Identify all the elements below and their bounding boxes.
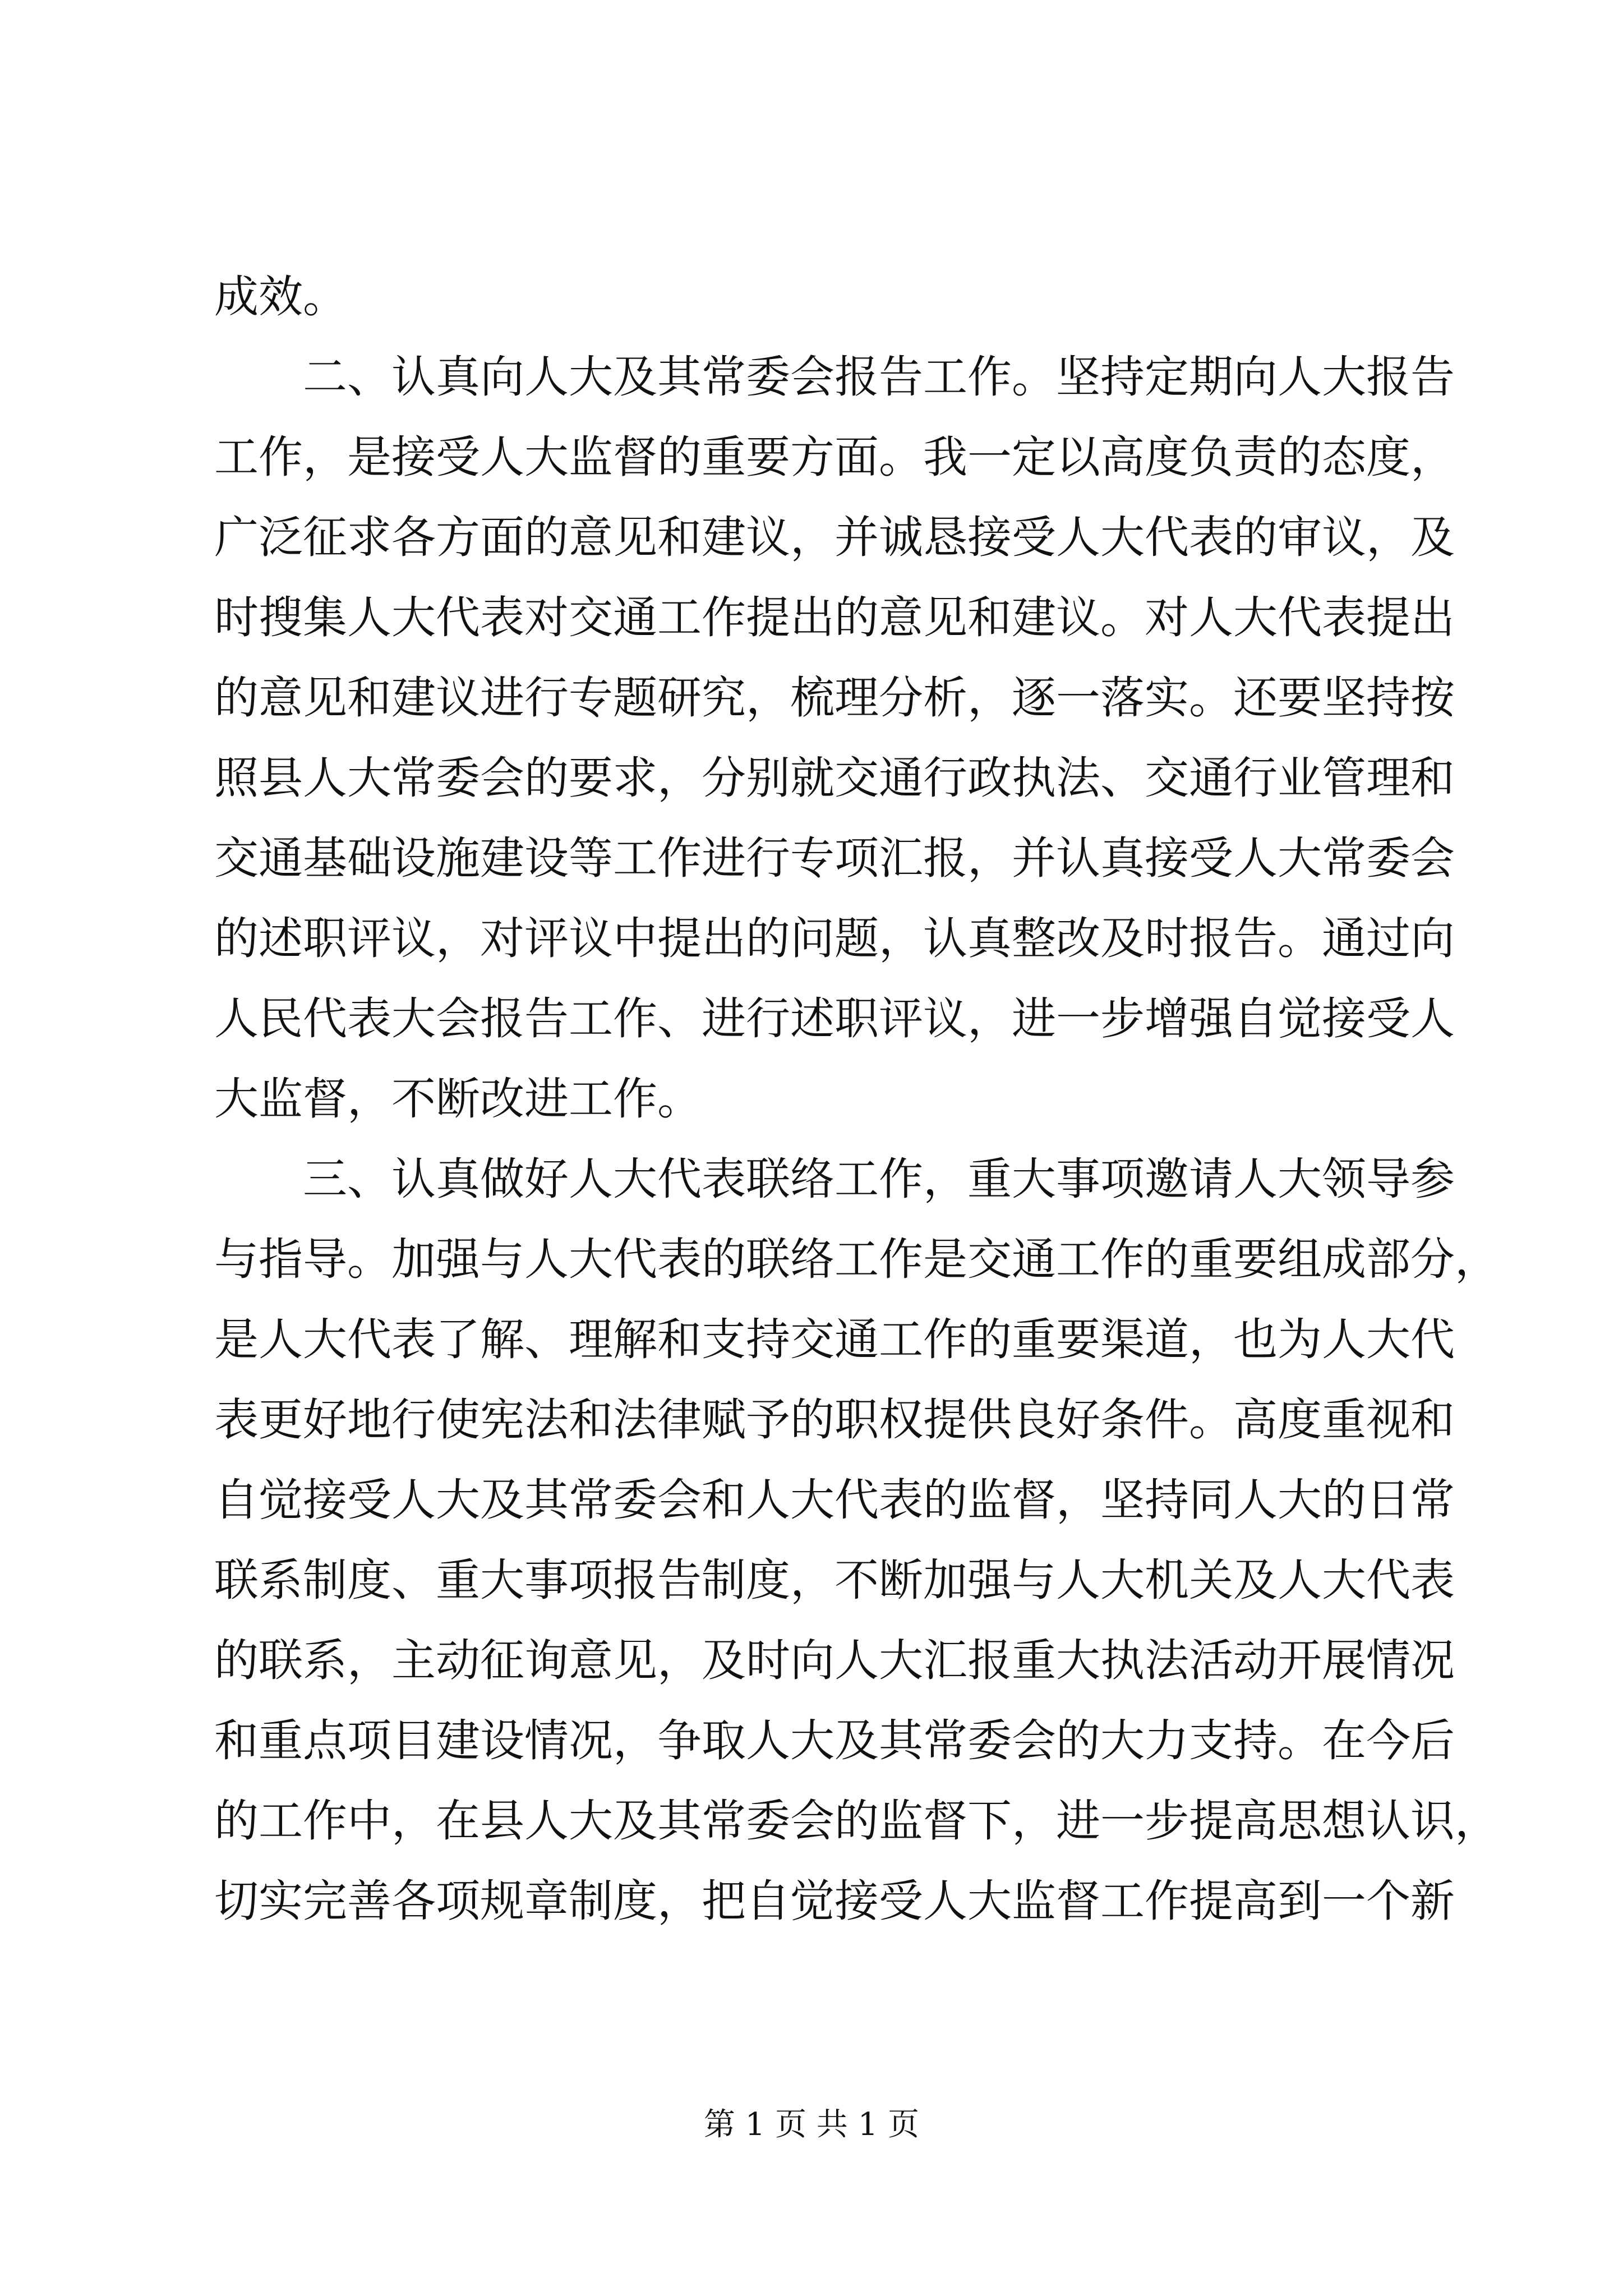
text-line: 的述职评议，对评议中提出的问题，认真整改及时报告。通过向 — [214, 913, 1455, 964]
text-line: 切实完善各项规章制度，把自觉接受人大监督工作提高到一个新 — [214, 1875, 1455, 1927]
page-number-label: 第 1 页 共 1 页 — [703, 2106, 920, 2143]
text-line: 人民代表大会报告工作、进行述职评议，进一步增强自觉接受人 — [214, 993, 1455, 1045]
text-line: 的联系，主动征询意见，及时向人大汇报重大执法活动开展情况 — [214, 1635, 1455, 1686]
text-line: 工作，是接受人大监督的重要方面。我一定以高度负责的态度， — [214, 431, 1455, 483]
text-line: 的工作中，在县人大及其常委会的监督下，进一步提高思想认识， — [214, 1795, 1499, 1847]
document-body — [214, 257, 1499, 1941]
text-line: 广泛征求各方面的意见和建议，并诚恳接受人大代表的审议，及 — [214, 512, 1455, 563]
text-line: 与指导。加强与人大代表的联络工作是交通工作的重要组成部分， — [214, 1234, 1499, 1285]
text-line: 自觉接受人大及其常委会和人大代表的监督，坚持同人大的日常 — [214, 1474, 1455, 1526]
text-line: 大监督，不断改进工作。 — [214, 1073, 702, 1125]
text-line: 的意见和建议进行专题研究，梳理分析，逐一落实。还要坚持按 — [214, 672, 1455, 724]
page-footer — [0, 2105, 1623, 2145]
text-line: 是人大代表了解、理解和支持交通工作的重要渠道，也为人大代 — [214, 1314, 1455, 1365]
text-line: 交通基础设施建设等工作进行专项汇报，并认真接受人大常委会 — [214, 832, 1455, 884]
text-line: 成效。 — [214, 271, 347, 323]
text-line: 时搜集人大代表对交通工作提出的意见和建议。对人大代表提出 — [214, 592, 1455, 643]
text-line: 照县人大常委会的要求，分别就交通行政执法、交通行业管理和 — [214, 752, 1455, 804]
text-line: 表更好地行使宪法和法律赋予的职权提供良好条件。高度重视和 — [214, 1394, 1455, 1446]
text-line: 和重点项目建设情况，争取人大及其常委会的大力支持。在今后 — [214, 1715, 1455, 1766]
text-line: 二、认真向人大及其常委会报告工作。坚持定期向人大报告 — [303, 351, 1455, 403]
text-line: 三、认真做好人大代表联络工作，重大事项邀请人大领导参 — [303, 1153, 1455, 1205]
text-line: 联系制度、重大事项报告制度，不断加强与人大机关及人大代表 — [214, 1554, 1455, 1606]
